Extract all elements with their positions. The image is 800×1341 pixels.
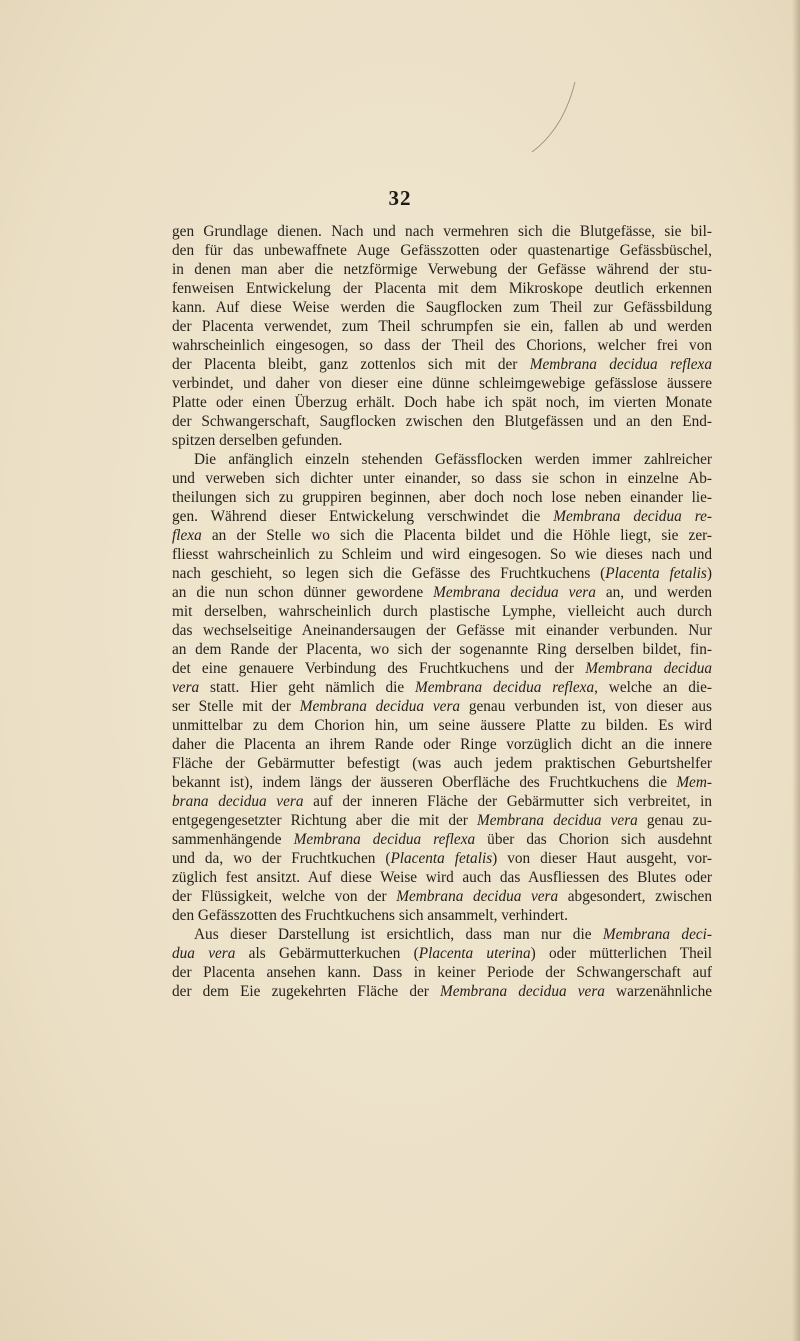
text-run: der Placenta bleibt, ganz zottenlos sich mit der: [172, 356, 530, 373]
italic-term: Membrana decidua vera: [439, 983, 605, 1000]
text-run: fenweisen Entwickelung der Placenta mit dem Mikroskope deutlich erkennen: [172, 280, 712, 297]
text-run: mit derselben, wahrscheinlich durch plastische Lymphe, vielleicht auch durch: [172, 603, 712, 620]
text-run: der Flüssigkeit, welche von der: [172, 888, 397, 905]
text-run: in denen man aber die netzförmige Verwebung der Gefässe während der stu-: [172, 261, 712, 278]
text-run: der Placenta verwendet, zum Theil schrumpfen sie ein, fallen ab und werden: [172, 318, 712, 335]
text-line: [172, 887, 712, 906]
text-line: [172, 488, 712, 507]
text-run: daher die Placenta an ihrem Rande oder Ringe vorzüglich dicht an die innere: [172, 736, 712, 753]
italic-term: Membrana decidua vera: [396, 888, 559, 905]
text-line: [172, 298, 712, 317]
text-run: theilungen sich zu gruppiren beginnen, aber doch noch lose neben einander lie-: [172, 489, 712, 506]
text-line: [172, 640, 712, 659]
text-run: an, und werden: [595, 584, 712, 601]
text-line: [172, 507, 712, 526]
text-run: abgesondert, zwischen: [558, 888, 712, 905]
text-line: [172, 849, 712, 868]
text-line: [172, 678, 712, 697]
text-line: [172, 450, 712, 469]
text-run: an dem Rande der Placenta, wo sich der sogenannte Ring derselben bildet, fin-: [172, 641, 712, 658]
text-line: [172, 241, 712, 260]
text-line: [172, 602, 712, 621]
text-line: [172, 716, 712, 735]
text-line: [172, 431, 712, 450]
text-run: auf der inneren Fläche der Gebärmutter sich verbreitet, in: [303, 793, 712, 810]
text-line: [172, 773, 712, 792]
text-run: das wechselseitige Aneinandersaugen der Gefässe mit einander verbunden. Nur: [172, 622, 712, 639]
italic-term: vera: [172, 679, 200, 696]
text-run: der Schwangerschaft, Saugflocken zwischen den Blutgefässen und an den End-: [172, 413, 712, 430]
text-line: [172, 564, 712, 583]
text-run: det eine genauere Verbindung des Fruchtkuchens und der: [172, 660, 586, 677]
text-run: als Gebärmutterkuchen (: [235, 945, 419, 962]
text-line: [172, 830, 712, 849]
text-line: [172, 374, 712, 393]
text-line: [172, 944, 712, 963]
text-line: [172, 925, 712, 944]
text-run: genau verbunden ist, von dieser aus: [460, 698, 712, 715]
text-line: [172, 526, 712, 545]
italic-term: flexa: [172, 527, 202, 544]
text-run: unmittelbar zu dem Chorion hin, um seine äussere Platte zu bilden. Es wird: [172, 717, 712, 734]
text-run: gen Grundlage dienen. Nach und nach vermehren sich die Blutgefässe, sie bil-: [172, 223, 712, 240]
text-run: den Gefässzotten des Fruchtkuchens sich ansammelt, verhindert.: [172, 907, 568, 924]
text-line: [172, 355, 712, 374]
text-run: den für das unbewaffnete Auge Gefässzotten oder quastenartige Gefässbüschel,: [172, 242, 712, 259]
text-line: [172, 811, 712, 830]
text-line: [172, 279, 712, 298]
text-line: [172, 906, 712, 925]
text-line: [172, 963, 712, 982]
italic-term: Mem-: [676, 774, 712, 791]
text-line: [172, 982, 712, 1001]
text-run: wahrscheinlich eingesogen, so dass der Theil des Chorions, welcher frei von: [172, 337, 712, 354]
italic-term: Placenta uterina: [418, 945, 531, 962]
text-run: Platte oder einen Überzug erhält. Doch habe ich spät noch, im vierten Monate: [172, 394, 712, 411]
text-run: ): [706, 565, 712, 582]
text-run: ) oder mütterlichen Theil: [530, 945, 713, 962]
text-run: kann. Auf diese Weise werden die Saugflocken zum Theil zur Gefässbildung: [172, 299, 712, 316]
italic-term: Membrana decidua vera: [299, 698, 461, 715]
text-run: fliesst wahrscheinlich zu Schleim und wird eingesogen. So wie dieses nach und: [172, 546, 712, 563]
italic-term: brana decidua vera: [172, 793, 304, 810]
text-run: der dem Eie zugekehrten Fläche der: [172, 983, 440, 1000]
text-run: über das Chorion sich ausdehnt: [475, 831, 712, 848]
text-line: [172, 754, 712, 773]
text-run: an die nun schon dünner gewordene: [172, 584, 434, 601]
text-line: [172, 393, 712, 412]
text-line: [172, 222, 712, 241]
italic-term: Membrana decidua vera: [476, 812, 638, 829]
text-run: ) von dieser Haut ausgeht, vor-: [492, 850, 712, 867]
text-run: genau zu-: [637, 812, 712, 829]
italic-term: Placenta fetalis: [390, 850, 493, 867]
page-number: 32: [388, 186, 412, 210]
text-run: züglich fest ansitzt. Auf diese Weise wird auch das Ausfliessen des Blutes oder: [172, 869, 712, 886]
text-line: [172, 317, 712, 336]
text-line: [172, 583, 712, 602]
text-run: Fläche der Gebärmutter befestigt (was auch jedem praktischen Geburtshelfer: [172, 755, 712, 772]
text-run: warzenähnliche: [604, 983, 713, 1000]
italic-term: dua vera: [172, 945, 236, 962]
text-line: [172, 412, 712, 431]
text-line: [172, 659, 712, 678]
text-line: [172, 469, 712, 488]
italic-term: Membrana decidua reflexa: [415, 679, 595, 696]
text-run: sammenhängende: [172, 831, 294, 848]
text-run: Die anfänglich einzeln stehenden Gefässflocken werden immer zahlreicher: [194, 451, 712, 468]
text-line: [172, 735, 712, 754]
text-run: gen. Während dieser Entwickelung verschwindet die: [172, 508, 554, 525]
text-line: [172, 260, 712, 279]
text-run: und da, wo der Fruchtkuchen (: [172, 850, 391, 867]
italic-term: Placenta fetalis: [605, 565, 707, 582]
text-line: [172, 868, 712, 887]
italic-term: Membrana deci-: [602, 926, 712, 943]
italic-term: Membrana decidua re-: [553, 508, 712, 525]
text-run: , welche an die-: [594, 679, 712, 696]
text-run: ser Stelle mit der: [172, 698, 300, 715]
text-run: nach geschieht, so legen sich die Gefässe des Fruchtkuchens (: [172, 565, 606, 582]
text-run: und verweben sich dichter unter einander, so dass sie schon in einzelne Ab-: [172, 470, 712, 487]
body-text: [172, 222, 712, 1001]
text-run: spitzen derselben gefunden.: [172, 432, 343, 449]
text-run: verbindet, und daher von dieser eine dünne schleimgewebige gefässlose äussere: [172, 375, 712, 392]
text-line: [172, 697, 712, 716]
text-line: [172, 621, 712, 640]
italic-term: Membrana decidua: [585, 660, 712, 677]
text-run: statt. Hier geht nämlich die: [199, 679, 415, 696]
text-run: der Placenta ansehen kann. Dass in keiner Periode der Schwangerschaft auf: [172, 964, 712, 981]
text-line: [172, 545, 712, 564]
pencil-mark: [520, 80, 580, 160]
text-line: [172, 336, 712, 355]
text-run: Aus dieser Darstellung ist ersichtlich, dass man nur die: [194, 926, 603, 943]
text-line: [172, 792, 712, 811]
italic-term: Membrana decidua reflexa: [529, 356, 712, 373]
text-run: bekannt ist), indem längs der äusseren Oberfläche des Fruchtkuchens die: [172, 774, 677, 791]
italic-term: Membrana decidua vera: [433, 584, 596, 601]
italic-term: Membrana decidua reflexa: [293, 831, 476, 848]
text-run: an der Stelle wo sich die Placenta bildet und die Höhle liegt, sie zer-: [201, 527, 712, 544]
text-run: entgegengesetzter Richtung aber die mit der: [172, 812, 477, 829]
